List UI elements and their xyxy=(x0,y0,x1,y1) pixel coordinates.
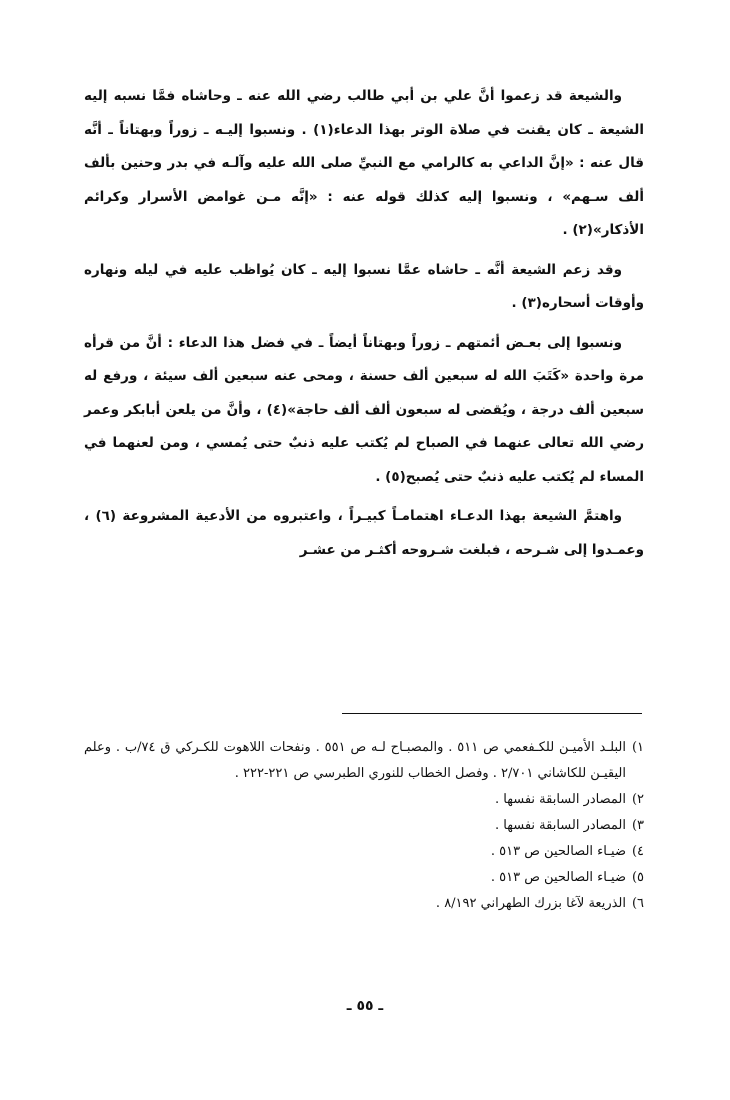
footnote-text: ضيـاء الصالحين ص ٥١٣ . xyxy=(490,870,626,885)
footnote xyxy=(84,839,644,865)
footnote-number: ٦) xyxy=(631,896,644,911)
footnote-text: الذريعة لآغا بزرك الطهراني ٨/١٩٢ . xyxy=(435,896,626,911)
main-text xyxy=(84,80,644,567)
footnote-separator xyxy=(342,713,642,714)
footnote-number: ١) xyxy=(631,740,644,755)
footnote xyxy=(84,735,644,787)
footnote xyxy=(84,813,644,839)
footnote-text: المصادر السابقة نفسها . xyxy=(495,818,626,833)
footnote-number: ٥) xyxy=(631,870,644,885)
footnote-text: البلـد الأميـن للكـفعمي ص ٥١١ . والمصبـاح لـه ص ٥٥١ . ونفحات اللاهوت للكـركي ق ٧٤/ب . وعلم اليقيـن للكاشاني ٢/٧٠١ . وفصل الخطاب للنوري الطبرسي ص ٢٢١-٢٢٢ . xyxy=(84,740,626,781)
page-number: ـ ٥٥ ـ xyxy=(346,998,384,1014)
footnote xyxy=(84,865,644,891)
paragraph: وقد زعم الشيعة أنَّه ـ حاشاه عمَّا نسبوا إليه ـ كان يُواظب عليه في ليله ونهاره وأوقات أسحاره(٣) . xyxy=(84,261,644,311)
paragraph: والشيعة قد زعموا أنَّ علي بن أبي طالب رضي الله عنه ـ وحاشاه فمَّا نسبه إليه الشيعة ـ كان يقنت في صلاة الوتر بهذا الدعاء(١) . ونسبوا إليـه ـ زوراً وبهتاناً ـ أنَّه قال عنه : «إنَّ الداعي به كالرامي مع النبيِّ صلى الله عليه وآلـه في بدر وحنين بألف ألف سـهم» ، ونسبوا إليه كذلك قوله عنه : «إنَّه مـن غوامض الأسرار وكرائم الأذكار»(٢) . xyxy=(84,88,644,238)
footnote-text: ضيـاء الصالحين ص ٥١٣ . xyxy=(490,844,626,859)
paragraph: واهتمَّ الشيعة بهذا الدعـاء اهتمامـاً كبيـراً ، واعتبروه من الأدعية المشروعة (٦) ، وعمـدوا إلى شـرحه ، فبلغت شـروحه أكثـر من عشـر xyxy=(84,508,644,558)
paragraph: ونسبوا إلى بعـض أئمتهم ـ زوراً وبهتاناً أيضاً ـ في فضل هذا الدعاء : أنَّ من قرأه مرة واحدة «كَتَبَ الله له سبعين ألف حسنة ، ومحى عنه سبعين ألف سيئة ، ورفع له سبعين ألف درجة ، ويُقضى له سبعون ألف ألف حاجة»(٤) ، وأنَّ من يلعن أبابكر وعمر رضي الله تعالى عنهما في الصباح لم يُكتب عليه ذنبٌ حتى يُمسي ، ومن لعنهما في المساء لم يُكتب عليه ذنبٌ حتى يُصبح(٥) . xyxy=(84,334,644,485)
footnote-number: ٢) xyxy=(631,792,644,807)
footnote-number: ٣) xyxy=(631,818,644,833)
footnotes-list xyxy=(84,735,644,917)
footnote xyxy=(84,787,644,813)
footnote-number: ٤) xyxy=(631,844,644,859)
footnote xyxy=(84,891,644,917)
footnote-text: المصادر السابقة نفسها . xyxy=(495,792,626,807)
